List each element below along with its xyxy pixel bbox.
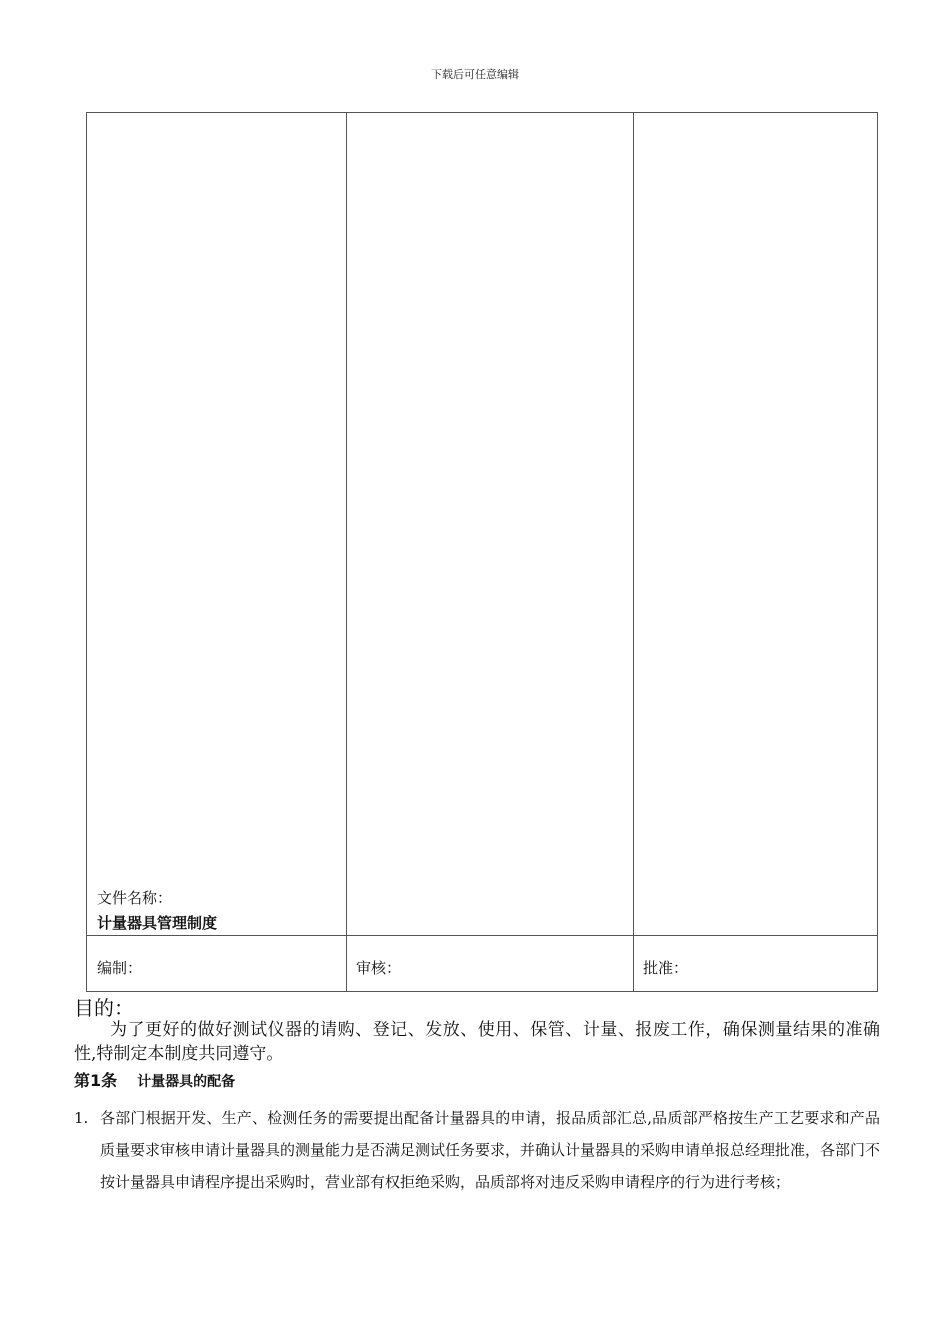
file-name-value: 计量器具管理制度 xyxy=(97,914,218,932)
article-title: 计量器具的配备 xyxy=(137,1074,236,1090)
approved-by-label: 批准： xyxy=(643,959,689,977)
document-cover-table xyxy=(86,112,878,992)
table-divider xyxy=(346,113,347,991)
clause-text: 各部门根据开发、生产、检测任务的需要提出配备计量器具的申请，报品质部汇总,品质部严格按生产工艺要求和产品质量要求审核申请计量器具的测量能力是否满足测试任务要求，并确认计量器具的采购申请单报总经理批准，各部门不按计量器具申请程序提出采购时，营业部有权拒绝采购，品质部将对违反采购申请程序的行为进行考核； xyxy=(100,1109,881,1191)
article-heading xyxy=(74,1068,235,1091)
file-name-label: 文件名称： xyxy=(97,889,173,907)
purpose-paragraph: 为了更好的做好测试仪器的请购、登记、发放、使用、保管、计量、报废工作，确保测量结果的准确性,特制定本制度共同遵守。 xyxy=(74,1020,880,1064)
purpose-heading: 目的： xyxy=(74,996,134,1020)
table-divider xyxy=(633,113,634,991)
compiled-by-label: 编制： xyxy=(97,959,143,977)
reviewed-by-label: 审核： xyxy=(356,959,402,977)
clause-number: 1. xyxy=(74,1109,89,1127)
table-row-divider xyxy=(87,935,877,936)
header-note: 下载后可任意编辑 xyxy=(431,68,519,81)
article-number: 第1条 xyxy=(74,1071,118,1090)
clause-item xyxy=(74,1102,880,1198)
